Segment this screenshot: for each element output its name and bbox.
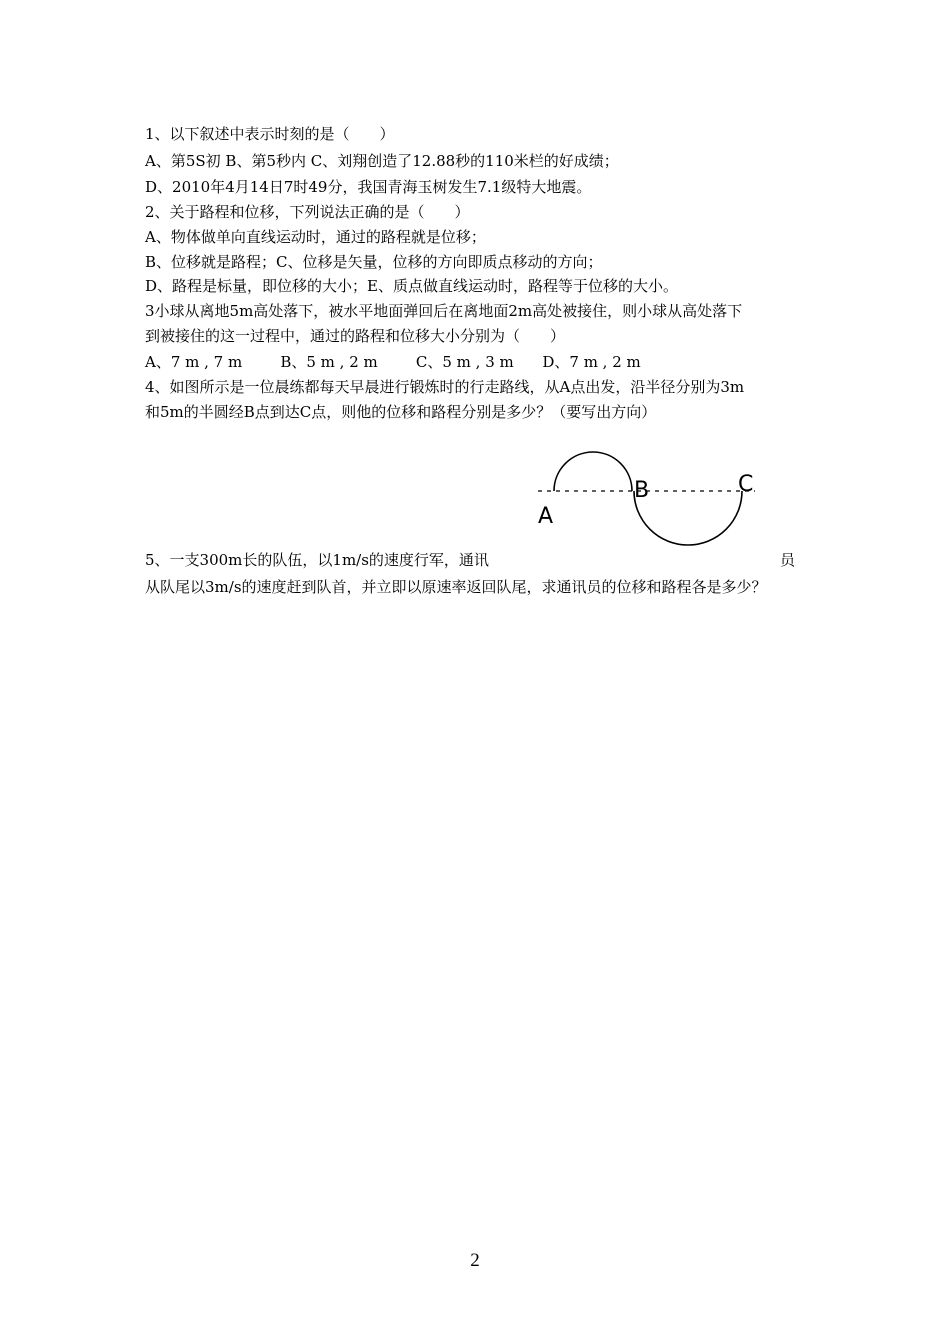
q5-stem-line2: 从队尾以3m/s的速度赶到队首，并立即以原速率返回队尾，求通讯员的位移和路程各是多少？ xyxy=(145,578,767,596)
q5-stem-line1-part1: 5、一支300m长的队伍，以1m/s的速度行军，通讯 xyxy=(145,551,489,569)
small-semicircle-arc xyxy=(554,452,632,491)
q4-stem-line2: 和5m的半圆经B点到达C点，则他的位移和路程分别是多少？（要写出方向） xyxy=(145,403,657,421)
large-semicircle-arc xyxy=(634,491,742,545)
point-label-a: A xyxy=(538,504,554,529)
q3-stem-line2: 到被接住的这一过程中，通过的路程和位移大小分别为（ ） xyxy=(145,327,566,345)
q3-options: A、7 m , 7 m B、5 m , 2 m C、5 m , 3 m D、7 m , 2 m xyxy=(145,353,641,371)
q1-stem: 1、以下叙述中表示时刻的是（ ） xyxy=(145,125,395,143)
q1-options-line2: D、2010年4月14日7时49分，我国青海玉树发生7.1级特大地震。 xyxy=(145,178,592,196)
q2-options-bc: B、位移就是路程；C、位移是矢量，位移的方向即质点移动的方向； xyxy=(145,253,603,271)
page-number: 2 xyxy=(470,1250,480,1271)
q3-stem-line1: 3小球从离地5m高处落下，被水平地面弹回后在离地面2m高处被接住，则小球从高处落下 xyxy=(145,302,743,320)
q1-options-line1: A、第5S初 B、第5秒内 C、刘翔创造了12.88秒的110米栏的好成绩； xyxy=(145,152,619,170)
point-label-b: B xyxy=(634,478,650,503)
q5-stem-line1-part2: 员 xyxy=(780,551,796,569)
path-diagram xyxy=(530,445,770,555)
q4-stem-line1: 4、如图所示是一位晨练都每天早晨进行锻炼时的行走路线，从A点出发，沿半径分别为3m xyxy=(145,378,745,396)
q2-stem: 2、关于路程和位移，下列说法正确的是（ ） xyxy=(145,203,470,221)
q2-option-a: A、物体做单向直线运动时，通过的路程就是位移； xyxy=(145,228,486,246)
point-label-c: C xyxy=(738,472,754,497)
q2-options-de: D、路程是标量，即位移的大小；E、质点做直线运动时，路程等于位移的大小。 xyxy=(145,277,678,295)
